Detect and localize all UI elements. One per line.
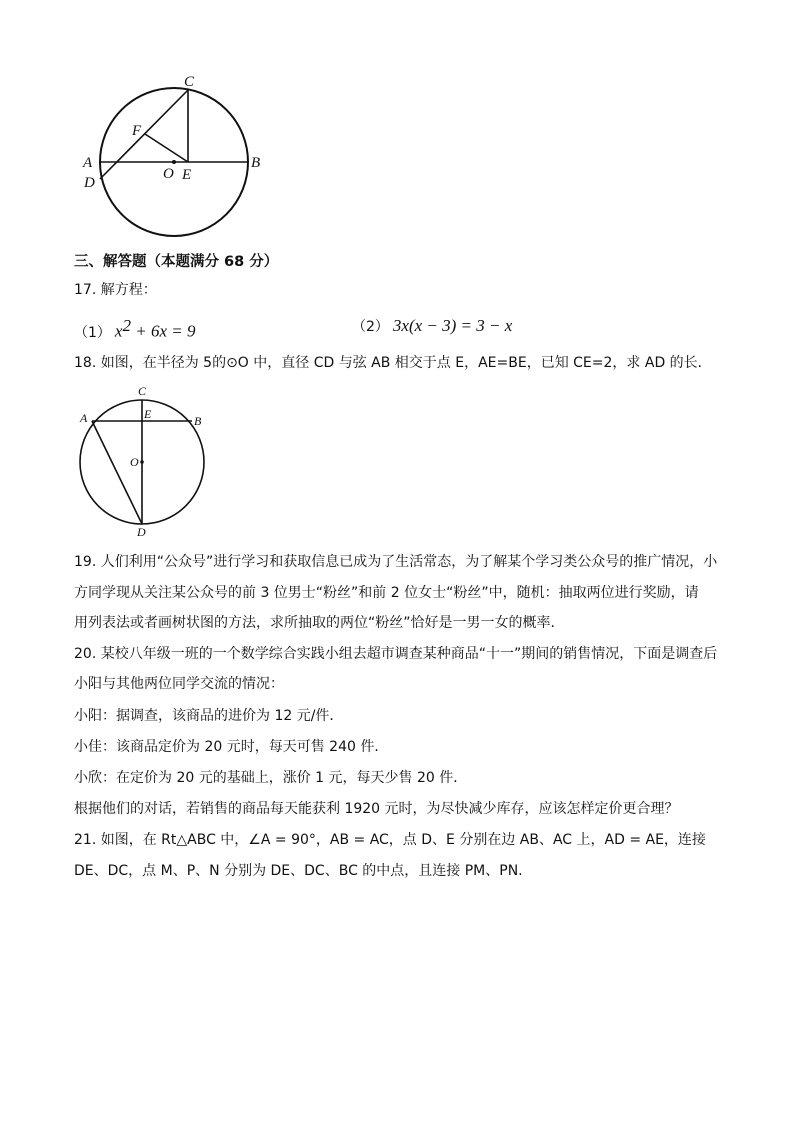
question-20-line-3: 小阳：据调查，该商品的进价为 12 元/件． (74, 708, 344, 724)
equation-1-rest: + 6x = 9 (130, 321, 196, 341)
label-o: O (163, 166, 174, 182)
equation-1-x: x (114, 321, 123, 341)
label-a: A (80, 411, 88, 425)
label-c: C (184, 74, 195, 90)
label-c: C (138, 384, 147, 398)
question-20-line-5: 小欣：在定价为 20 元的基础上，涨价 1 元，每天少售 20 件． (74, 770, 468, 786)
equation-2-body: 3x(x − 3) = 3 − x (392, 316, 513, 335)
question-17-stem: 17. 解方程： (74, 282, 157, 298)
label-b: B (251, 155, 261, 171)
figure-1-circle-diagram (70, 70, 270, 240)
question-20-line-2: 小阳与其他两位同学交流的情况： (74, 676, 284, 692)
center-point (140, 460, 144, 464)
question-19-line-1: 19. 人们利用“公众号”进行学习和获取信息已成为了生活常态，为了解某个学习类公众号的推广情况，小 (74, 554, 718, 570)
center-point (172, 160, 176, 164)
label-f: F (132, 123, 142, 139)
label-e: E (144, 407, 152, 421)
label-d: D (84, 175, 95, 191)
label-d: D (137, 525, 146, 539)
label-b: B (194, 414, 202, 428)
question-20-line-4: 小佳：该商品定价为 20 元时，每天可售 240 件． (74, 739, 389, 755)
section-heading: 三、解答题（本题满分 68 分） (74, 254, 279, 270)
label-a: A (83, 155, 93, 171)
figure-2-circle-diagram (70, 380, 220, 540)
label-o: O (130, 455, 139, 469)
question-20-line-6: 根据他们的对话，若销售的商品每天能获利 1920 元时，为尽快减少库存，应该怎样定价更合理？ (74, 801, 679, 817)
question-19-line-3: 用列表法或者画树状图的方法，求所抽取的两位“粉丝”恰好是一男一女的概率． (74, 615, 565, 631)
label-e: E (182, 167, 192, 183)
equation-2-number: （2） (352, 319, 389, 335)
question-17-equation-1 (74, 316, 195, 343)
equation-1-number: （1） (74, 324, 111, 341)
segment-ad (92, 421, 142, 524)
question-19-line-2: 方同学现从关注某公众号的前 3 位男士“粉丝”和前 2 位女士“粉丝”中，随机：抽取两位进行奖励，请 (74, 585, 699, 601)
segment-fe (145, 134, 188, 162)
question-17-equation-2 (352, 316, 512, 337)
chord-dc (100, 90, 188, 179)
question-21-line-1: 21. 如图，在 Rt△ABC 中，∠A = 90°，AB = AC，点 D、E 分别在边 AB、AC 上，AD = AE，连接 (74, 832, 706, 848)
equation-1-exponent: 2 (122, 316, 131, 335)
question-21-line-2: DE、DC，点 M、P、N 分别为 DE、DC、BC 的中点，且连接 PM、PN. (74, 863, 523, 879)
question-20-line-1: 20. 某校八年级一班的一个数学综合实践小组去超市调查某种商品“十一”期间的销售情况，下面是调查后 (74, 646, 718, 662)
question-18-text: 18. 如图，在半径为 5的⊙O 中，直径 CD 与弦 AB 相交于点 E，AE=BE，已知 CE=2，求 AD 的长． (74, 355, 712, 371)
